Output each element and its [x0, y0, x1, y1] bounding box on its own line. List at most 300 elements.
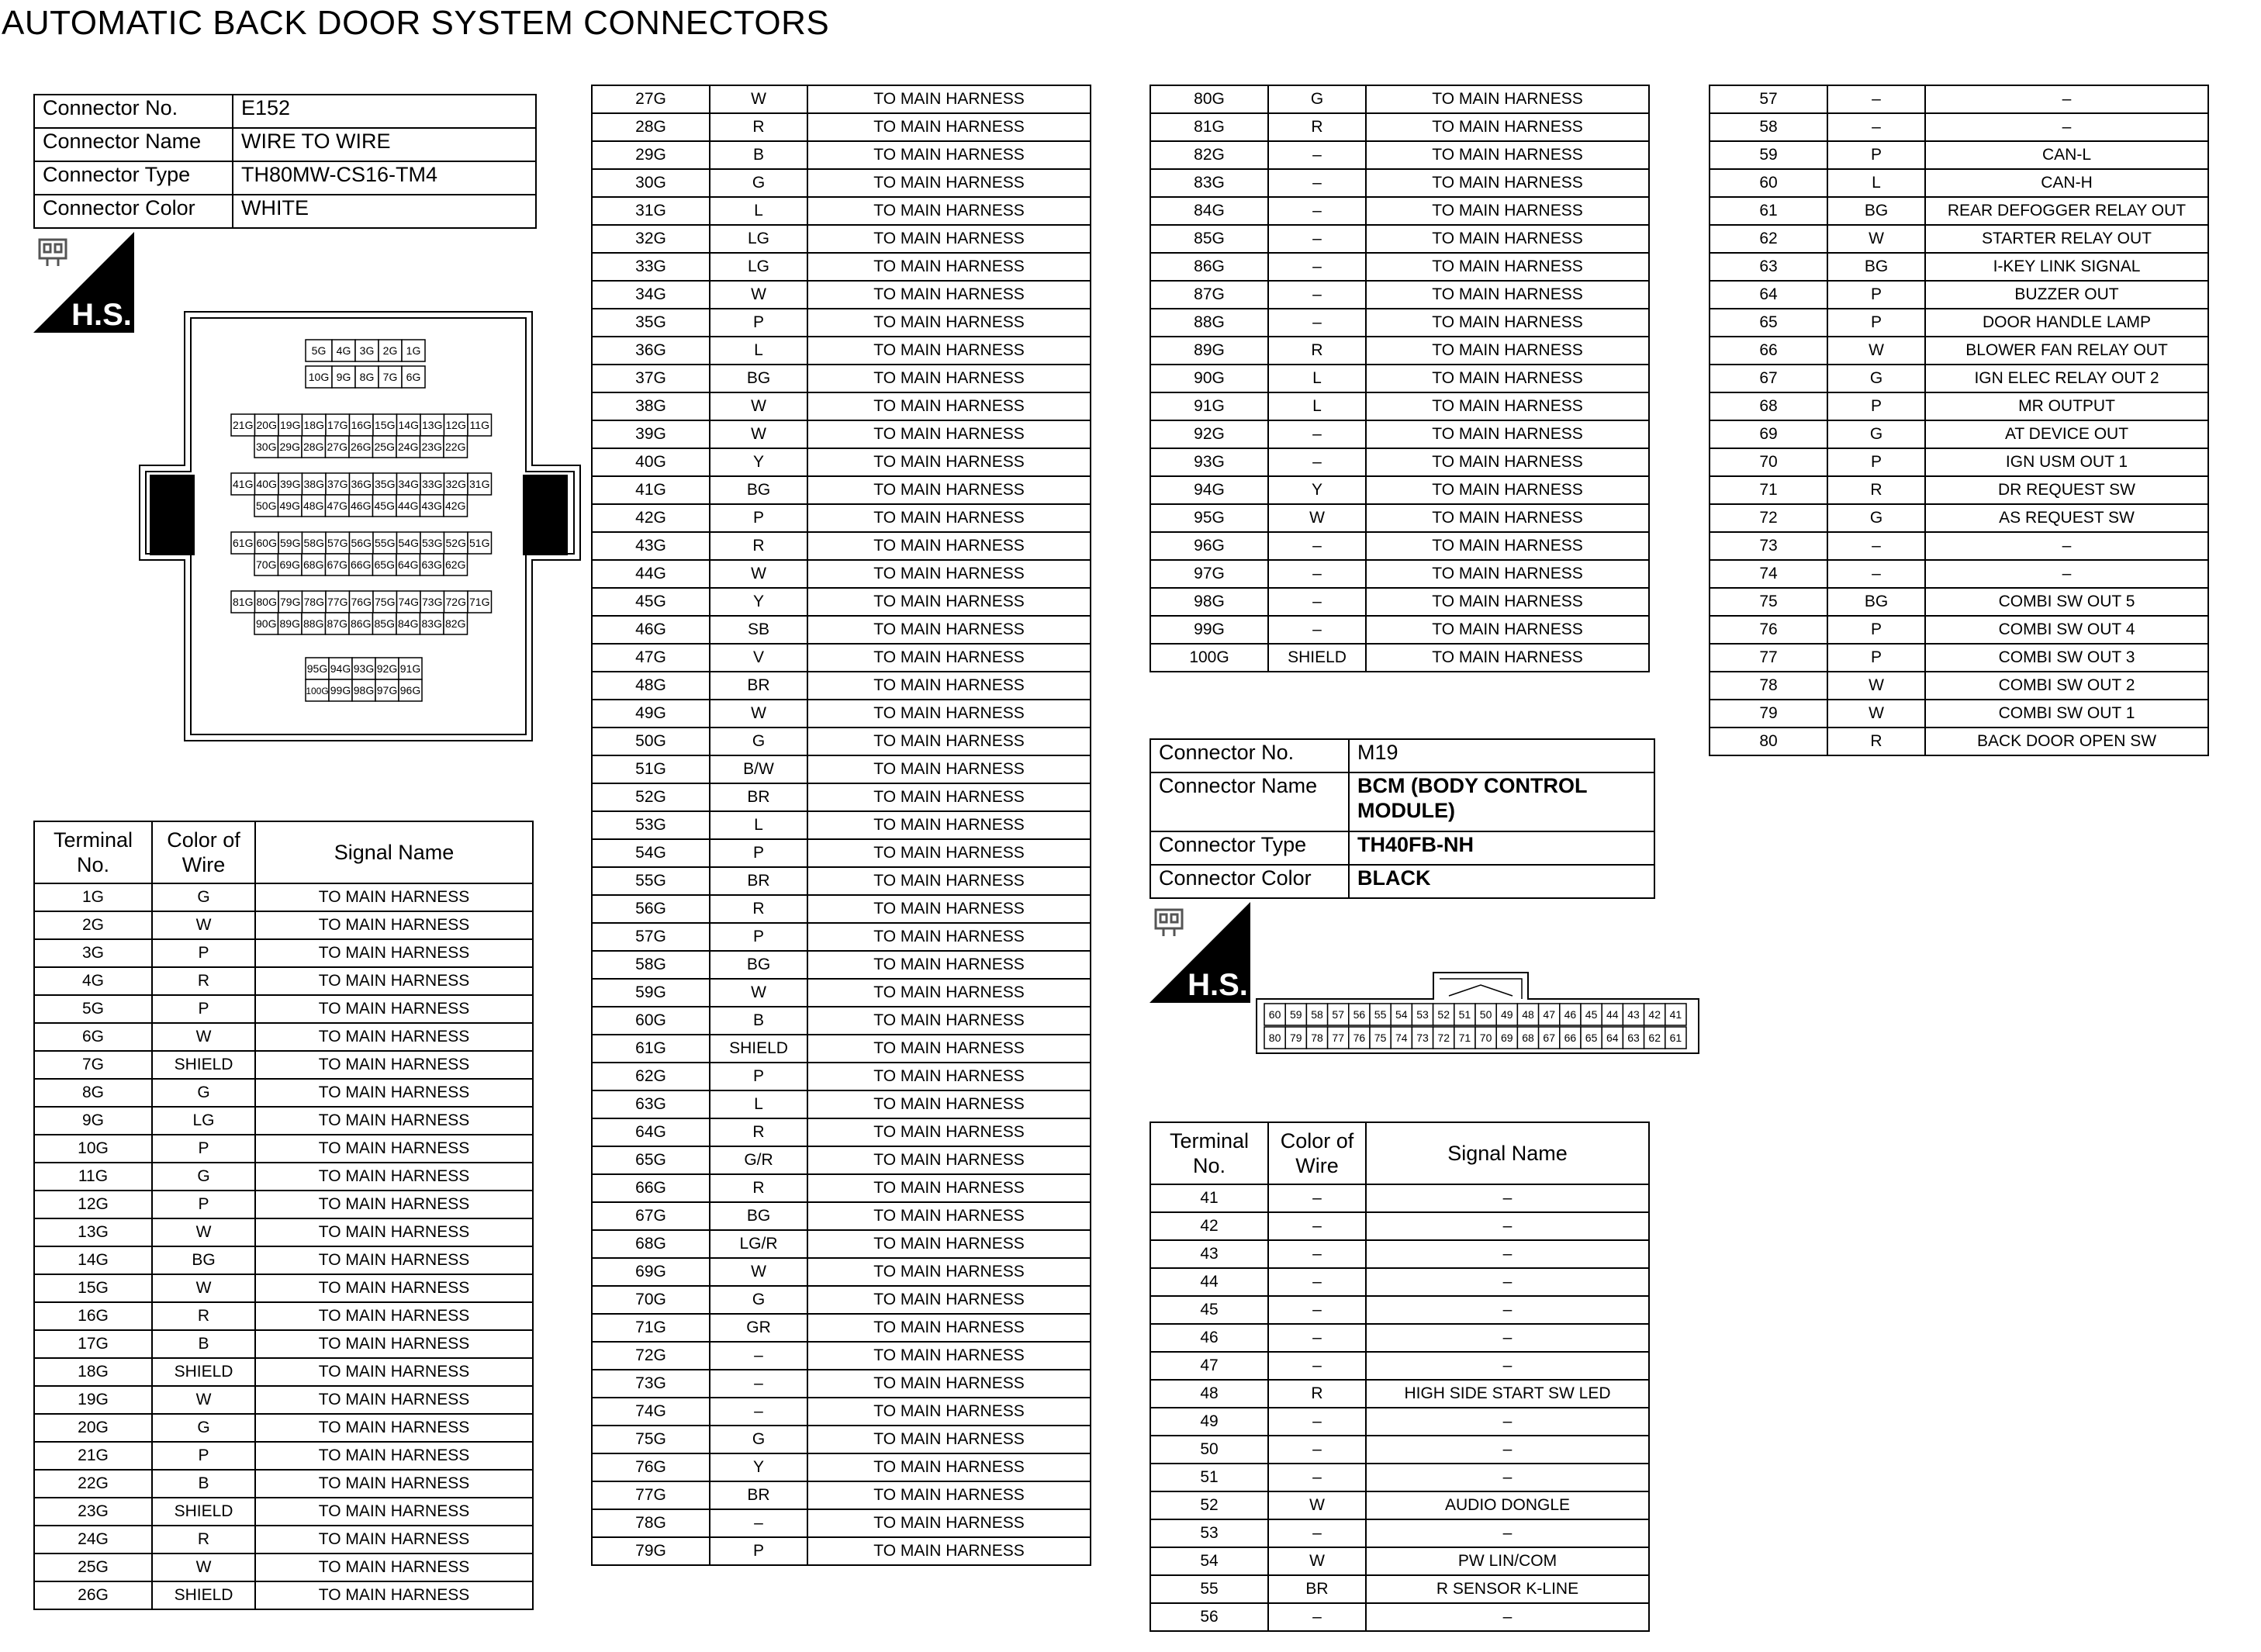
terminal-label: 56G	[351, 537, 372, 549]
terminal-label: 3G	[359, 344, 375, 357]
terminal-label: 66	[1564, 1032, 1577, 1044]
table-row	[1710, 141, 2208, 169]
wire-color-cell: BR	[710, 672, 807, 700]
wire-color-cell: –	[1268, 560, 1366, 588]
terminal-cell: 19G	[34, 1386, 152, 1414]
signal-name-cell: TO MAIN HARNESS	[255, 1414, 533, 1442]
terminal-label: 81G	[233, 596, 254, 608]
signal-name-cell: TO MAIN HARNESS	[1366, 113, 1649, 141]
table-row	[34, 1526, 533, 1554]
wire-color-cell: R	[1827, 728, 1925, 755]
terminal-label: 62G	[445, 558, 466, 571]
table-row	[34, 1554, 533, 1581]
wire-color-cell: R	[1268, 1380, 1366, 1408]
table-row	[592, 337, 1091, 365]
signal-name-cell: IGN USM OUT 1	[1925, 448, 2208, 476]
table-row	[1710, 644, 2208, 672]
wire-color-cell: –	[1827, 85, 1925, 113]
table-row	[592, 644, 1091, 672]
table-row	[592, 979, 1091, 1007]
table-row	[1150, 197, 1649, 225]
table-row	[1710, 253, 2208, 281]
table-row	[34, 1051, 533, 1079]
wire-color-cell: P	[1827, 309, 1925, 337]
terminal-label: 43G	[421, 499, 442, 512]
table-row	[592, 253, 1091, 281]
terminal-label: 66G	[351, 558, 372, 571]
signal-name-cell: I-KEY LINK SIGNAL	[1925, 253, 2208, 281]
signal-name-cell: TO MAIN HARNESS	[255, 1302, 533, 1330]
terminal-label: 15G	[375, 419, 396, 431]
wire-color-cell: –	[1268, 1240, 1366, 1268]
wire-color-cell: W	[710, 1258, 807, 1286]
table-row	[592, 1118, 1091, 1146]
wire-color-cell: BG	[1827, 253, 1925, 281]
wire-color-cell: SHIELD	[710, 1035, 807, 1063]
signal-name-cell: COMBI SW OUT 5	[1925, 588, 2208, 616]
terminal-label: 75	[1374, 1032, 1387, 1044]
signal-name-cell: TO MAIN HARNESS	[807, 560, 1091, 588]
terminal-cell: 80G	[1150, 85, 1268, 113]
terminal-label: 77G	[327, 596, 348, 608]
table-row	[34, 1386, 533, 1414]
terminal-label: 79	[1290, 1032, 1302, 1044]
wire-color-cell: L	[1268, 365, 1366, 392]
terminal-cell: 42G	[592, 504, 710, 532]
terminal-cell: 48G	[592, 672, 710, 700]
wire-color-cell: W	[1268, 1491, 1366, 1519]
terminal-cell: 23G	[34, 1498, 152, 1526]
signal-name-cell: –	[1366, 1408, 1649, 1436]
wire-color-cell: SHIELD	[152, 1358, 255, 1386]
terminal-cell: 22G	[34, 1470, 152, 1498]
terminal-cell: 100G	[1150, 644, 1268, 672]
terminal-label: 96G	[399, 684, 421, 696]
wire-color-cell: L	[710, 197, 807, 225]
table-row	[592, 783, 1091, 811]
wire-color-cell: –	[1268, 448, 1366, 476]
wire-color-cell: Y	[710, 448, 807, 476]
signal-name-cell: TO MAIN HARNESS	[1366, 141, 1649, 169]
e152-terminal-table-2	[591, 85, 1091, 1566]
terminal-label: 82G	[445, 617, 466, 630]
table-row	[1150, 644, 1649, 672]
wire-color-cell: G	[152, 1414, 255, 1442]
signal-name-cell: TO MAIN HARNESS	[255, 1330, 533, 1358]
terminal-label: 44	[1606, 1008, 1619, 1021]
terminal-label: 99G	[330, 684, 351, 696]
wire-color-cell: W	[710, 85, 807, 113]
wire-color-cell: –	[710, 1398, 807, 1426]
wire-color-cell: R	[152, 1302, 255, 1330]
terminal-cell: 48	[1150, 1380, 1268, 1408]
terminal-cell: 4G	[34, 967, 152, 995]
signal-name-cell: TO MAIN HARNESS	[807, 1174, 1091, 1202]
terminal-cell: 20G	[34, 1414, 152, 1442]
terminal-label: 70	[1479, 1032, 1492, 1044]
signal-name-cell: TO MAIN HARNESS	[807, 365, 1091, 392]
table-row	[1150, 1464, 1649, 1491]
wire-color-cell: BR	[710, 783, 807, 811]
terminal-label: 61	[1669, 1032, 1682, 1044]
table-row	[1710, 672, 2208, 700]
table-row	[34, 911, 533, 939]
signal-name-cell: TO MAIN HARNESS	[807, 1481, 1091, 1509]
terminal-cell: 25G	[34, 1554, 152, 1581]
terminal-label: 67	[1543, 1032, 1555, 1044]
terminal-label: 29G	[279, 441, 300, 453]
terminal-label: 51G	[469, 537, 490, 549]
terminal-label: 33G	[422, 478, 443, 490]
table-row	[1150, 1519, 1649, 1547]
terminal-label: 78	[1311, 1032, 1323, 1044]
signal-name-cell: TO MAIN HARNESS	[1366, 309, 1649, 337]
table-row	[1150, 588, 1649, 616]
table-row	[592, 811, 1091, 839]
table-row	[1710, 588, 2208, 616]
signal-name-cell: TO MAIN HARNESS	[807, 309, 1091, 337]
terminal-cell: 41G	[592, 476, 710, 504]
header-signal: Signal Name	[1366, 1122, 1649, 1184]
table-row	[592, 616, 1091, 644]
table-row	[592, 113, 1091, 141]
table-row	[1150, 448, 1649, 476]
table-row	[1150, 1296, 1649, 1324]
terminal-cell: 51	[1150, 1464, 1268, 1491]
terminal-label: 63	[1627, 1032, 1640, 1044]
terminal-cell: 35G	[592, 309, 710, 337]
wire-color-cell: W	[710, 979, 807, 1007]
terminal-label: 56	[1353, 1008, 1366, 1021]
terminal-cell: 52	[1150, 1491, 1268, 1519]
terminal-label: 84G	[398, 617, 419, 630]
terminal-label: 58G	[303, 537, 324, 549]
table-row	[1710, 197, 2208, 225]
signal-name-cell: PW LIN/COM	[1366, 1547, 1649, 1575]
terminal-label: 80G	[256, 596, 277, 608]
signal-name-cell: TO MAIN HARNESS	[255, 1554, 533, 1581]
signal-name-cell: –	[1925, 113, 2208, 141]
terminal-cell: 53	[1150, 1519, 1268, 1547]
signal-name-cell: TO MAIN HARNESS	[807, 867, 1091, 895]
terminal-cell: 33G	[592, 253, 710, 281]
table-row	[592, 365, 1091, 392]
terminal-cell: 49G	[592, 700, 710, 728]
terminal-label: 49G	[279, 499, 300, 512]
wire-color-cell: –	[1268, 1296, 1366, 1324]
table-row	[1150, 1547, 1649, 1575]
terminal-label: 52G	[445, 537, 466, 549]
signal-name-cell: TO MAIN HARNESS	[255, 1386, 533, 1414]
lock-tab	[150, 475, 195, 555]
wire-color-cell: R	[710, 895, 807, 923]
terminal-cell: 71	[1710, 476, 1827, 504]
terminal-cell: 75G	[592, 1426, 710, 1453]
terminal-cell: 81G	[1150, 113, 1268, 141]
wire-color-cell: P	[152, 995, 255, 1023]
wire-color-cell: B	[710, 141, 807, 169]
wire-color-cell: G	[152, 1079, 255, 1107]
signal-name-cell: TO MAIN HARNESS	[255, 1135, 533, 1163]
terminal-cell: 68G	[592, 1230, 710, 1258]
signal-name-cell: TO MAIN HARNESS	[255, 1218, 533, 1246]
terminal-label: 58	[1311, 1008, 1323, 1021]
terminal-cell: 84G	[1150, 197, 1268, 225]
terminal-label: 5G	[311, 344, 327, 357]
wire-color-cell: W	[1827, 337, 1925, 365]
table-row	[592, 1007, 1091, 1035]
signal-name-cell: TO MAIN HARNESS	[807, 1314, 1091, 1342]
signal-name-cell: TO MAIN HARNESS	[255, 1498, 533, 1526]
terminal-cell: 90G	[1150, 365, 1268, 392]
wire-color-cell: L	[710, 811, 807, 839]
signal-name-cell: TO MAIN HARNESS	[807, 169, 1091, 197]
info-label-type: Connector Type	[34, 161, 233, 195]
table-row	[592, 1398, 1091, 1426]
terminal-cell: 88G	[1150, 309, 1268, 337]
signal-name-cell: –	[1366, 1184, 1649, 1212]
terminal-label: 12G	[445, 419, 466, 431]
hs-label: H.S.	[1188, 968, 1248, 1002]
terminal-cell: 52G	[592, 783, 710, 811]
signal-name-cell: TO MAIN HARNESS	[807, 1258, 1091, 1286]
wire-color-cell: LG	[152, 1107, 255, 1135]
terminal-cell: 64G	[592, 1118, 710, 1146]
signal-name-cell: –	[1366, 1268, 1649, 1296]
wire-color-cell: R	[1268, 337, 1366, 365]
wire-color-cell: P	[152, 1442, 255, 1470]
m19-connector-type: TH40FB-NH	[1349, 831, 1654, 865]
terminal-cell: 3G	[34, 939, 152, 967]
wire-color-cell: R	[152, 967, 255, 995]
wire-color-cell: –	[1268, 309, 1366, 337]
table-row	[1710, 113, 2208, 141]
wire-color-cell: L	[1268, 392, 1366, 420]
terminal-cell: 72	[1710, 504, 1827, 532]
terminal-cell: 42	[1150, 1212, 1268, 1240]
terminal-cell: 55G	[592, 867, 710, 895]
terminal-cell: 57G	[592, 923, 710, 951]
signal-name-cell: TO MAIN HARNESS	[1366, 644, 1649, 672]
e152-info-table	[33, 94, 537, 229]
terminal-label: 53G	[422, 537, 443, 549]
terminal-label: 16G	[351, 419, 372, 431]
terminal-label: 36G	[351, 478, 372, 490]
table-row	[592, 1453, 1091, 1481]
wire-color-cell: –	[1268, 1212, 1366, 1240]
signal-name-cell: R SENSOR K-LINE	[1366, 1575, 1649, 1603]
table-row	[1710, 532, 2208, 560]
signal-name-cell: DOOR HANDLE LAMP	[1925, 309, 2208, 337]
terminal-cell: 5G	[34, 995, 152, 1023]
signal-name-cell: TO MAIN HARNESS	[255, 1051, 533, 1079]
terminal-label: 54G	[398, 537, 419, 549]
terminal-cell: 76	[1710, 616, 1827, 644]
terminal-cell: 94G	[1150, 476, 1268, 504]
signal-name-cell: DR REQUEST SW	[1925, 476, 2208, 504]
m19-connector-face-diagram	[1255, 969, 1705, 1055]
table-row	[592, 225, 1091, 253]
terminal-cell: 60G	[592, 1007, 710, 1035]
wire-color-cell: –	[710, 1509, 807, 1537]
signal-name-cell: AS REQUEST SW	[1925, 504, 2208, 532]
signal-name-cell: AUDIO DONGLE	[1366, 1491, 1649, 1519]
table-row	[592, 1481, 1091, 1509]
table-row	[592, 197, 1091, 225]
signal-name-cell: TO MAIN HARNESS	[807, 979, 1091, 1007]
table-row	[592, 1370, 1091, 1398]
wire-color-cell: G	[710, 1426, 807, 1453]
wire-color-cell: P	[152, 939, 255, 967]
wire-color-cell: –	[1268, 197, 1366, 225]
terminal-cell: 83G	[1150, 169, 1268, 197]
table-row	[1710, 728, 2208, 755]
terminal-label: 88G	[303, 617, 324, 630]
header-terminal: Terminal No.	[34, 821, 152, 883]
signal-name-cell: HIGH SIDE START SW LED	[1366, 1380, 1649, 1408]
terminal-label: 50G	[256, 499, 277, 512]
table-row	[1710, 309, 2208, 337]
signal-name-cell: TO MAIN HARNESS	[807, 1090, 1091, 1118]
wire-color-cell: P	[1827, 281, 1925, 309]
terminal-label: 48	[1522, 1008, 1534, 1021]
wire-color-cell: W	[152, 1274, 255, 1302]
signal-name-cell: TO MAIN HARNESS	[1366, 532, 1649, 560]
table-row	[1150, 1380, 1649, 1408]
signal-name-cell: BACK DOOR OPEN SW	[1925, 728, 2208, 755]
terminal-cell: 65G	[592, 1146, 710, 1174]
wire-color-cell: P	[710, 923, 807, 951]
table-row	[1150, 1575, 1649, 1603]
wire-color-cell: P	[152, 1191, 255, 1218]
signal-name-cell: –	[1925, 560, 2208, 588]
terminal-cell: 11G	[34, 1163, 152, 1191]
terminal-cell: 69G	[592, 1258, 710, 1286]
signal-name-cell: BLOWER FAN RELAY OUT	[1925, 337, 2208, 365]
table-row	[1150, 476, 1649, 504]
terminal-label: 46	[1564, 1008, 1577, 1021]
terminal-cell: 8G	[34, 1079, 152, 1107]
wire-color-cell: –	[1268, 1464, 1366, 1491]
harness-side-icon	[1150, 902, 1250, 1003]
terminal-cell: 51G	[592, 755, 710, 783]
terminal-cell: 56	[1150, 1603, 1268, 1631]
signal-name-cell: TO MAIN HARNESS	[1366, 365, 1649, 392]
terminal-cell: 37G	[592, 365, 710, 392]
signal-name-cell: TO MAIN HARNESS	[255, 1526, 533, 1554]
terminal-label: 19G	[280, 419, 301, 431]
table-row	[592, 1146, 1091, 1174]
signal-name-cell: TO MAIN HARNESS	[1366, 225, 1649, 253]
table-row	[1150, 281, 1649, 309]
table-row	[592, 85, 1091, 113]
signal-name-cell: TO MAIN HARNESS	[255, 883, 533, 911]
terminal-cell: 55	[1150, 1575, 1268, 1603]
terminal-cell: 65	[1710, 309, 1827, 337]
signal-name-cell: TO MAIN HARNESS	[1366, 197, 1649, 225]
terminal-label: 72	[1437, 1032, 1450, 1044]
terminal-label: 75G	[375, 596, 396, 608]
terminal-label: 70G	[256, 558, 277, 571]
terminal-cell: 43G	[592, 532, 710, 560]
table-row	[592, 1314, 1091, 1342]
terminal-cell: 73G	[592, 1370, 710, 1398]
terminal-label: 72G	[445, 596, 466, 608]
terminal-label: 4G	[336, 344, 351, 357]
wire-color-cell: –	[1268, 1268, 1366, 1296]
table-row	[1150, 1184, 1649, 1212]
terminal-cell: 67G	[592, 1202, 710, 1230]
table-row	[1150, 560, 1649, 588]
terminal-label: 37G	[327, 478, 348, 490]
signal-name-cell: TO MAIN HARNESS	[807, 923, 1091, 951]
terminal-cell: 66G	[592, 1174, 710, 1202]
signal-name-cell: –	[1366, 1464, 1649, 1491]
terminal-label: 57	[1332, 1008, 1344, 1021]
table-row	[592, 1258, 1091, 1286]
wire-color-cell: BG	[152, 1246, 255, 1274]
table-row	[34, 1023, 533, 1051]
wire-color-cell: G	[152, 883, 255, 911]
signal-name-cell: TO MAIN HARNESS	[807, 225, 1091, 253]
wire-color-cell: P	[710, 504, 807, 532]
terminal-cell: 72G	[592, 1342, 710, 1370]
wire-color-cell: G	[710, 728, 807, 755]
table-row	[592, 728, 1091, 755]
terminal-label: 46G	[351, 499, 372, 512]
terminal-label: 10G	[308, 371, 330, 383]
terminal-label: 55	[1374, 1008, 1387, 1021]
terminal-label: 91G	[399, 662, 421, 675]
wire-color-cell: R	[1268, 113, 1366, 141]
wire-color-cell: W	[152, 1386, 255, 1414]
info-label-name: Connector Name	[1150, 772, 1349, 831]
signal-name-cell: IGN ELEC RELAY OUT 2	[1925, 365, 2208, 392]
signal-name-cell: –	[1366, 1324, 1649, 1352]
header-color: Color of Wire	[152, 821, 255, 883]
terminal-label: 44G	[398, 499, 419, 512]
terminal-label: 24G	[398, 441, 419, 453]
terminal-cell: 41	[1150, 1184, 1268, 1212]
table-row	[1150, 392, 1649, 420]
terminal-label: 7G	[382, 371, 398, 383]
table-row	[1150, 1408, 1649, 1436]
signal-name-cell: –	[1925, 85, 2208, 113]
signal-name-cell: TO MAIN HARNESS	[807, 532, 1091, 560]
signal-name-cell: –	[1366, 1296, 1649, 1324]
terminal-cell: 63G	[592, 1090, 710, 1118]
terminal-cell: 91G	[1150, 392, 1268, 420]
wire-color-cell: SB	[710, 616, 807, 644]
terminal-label: 42G	[445, 499, 466, 512]
signal-name-cell: CAN-L	[1925, 141, 2208, 169]
terminal-cell: 92G	[1150, 420, 1268, 448]
terminal-cell: 26G	[34, 1581, 152, 1609]
terminal-label: 6G	[406, 371, 421, 383]
signal-name-cell: TO MAIN HARNESS	[255, 1274, 533, 1302]
wire-color-cell: R	[710, 113, 807, 141]
terminal-label: 61G	[233, 537, 254, 549]
signal-name-cell: BUZZER OUT	[1925, 281, 2208, 309]
signal-name-cell: –	[1366, 1352, 1649, 1380]
terminal-label: 50	[1479, 1008, 1492, 1021]
terminal-label: 38G	[303, 478, 324, 490]
terminal-cell: 7G	[34, 1051, 152, 1079]
table-row	[34, 1581, 533, 1609]
header-color: Color of Wire	[1268, 1122, 1366, 1184]
wire-color-cell: G	[1827, 504, 1925, 532]
signal-name-cell: TO MAIN HARNESS	[807, 141, 1091, 169]
